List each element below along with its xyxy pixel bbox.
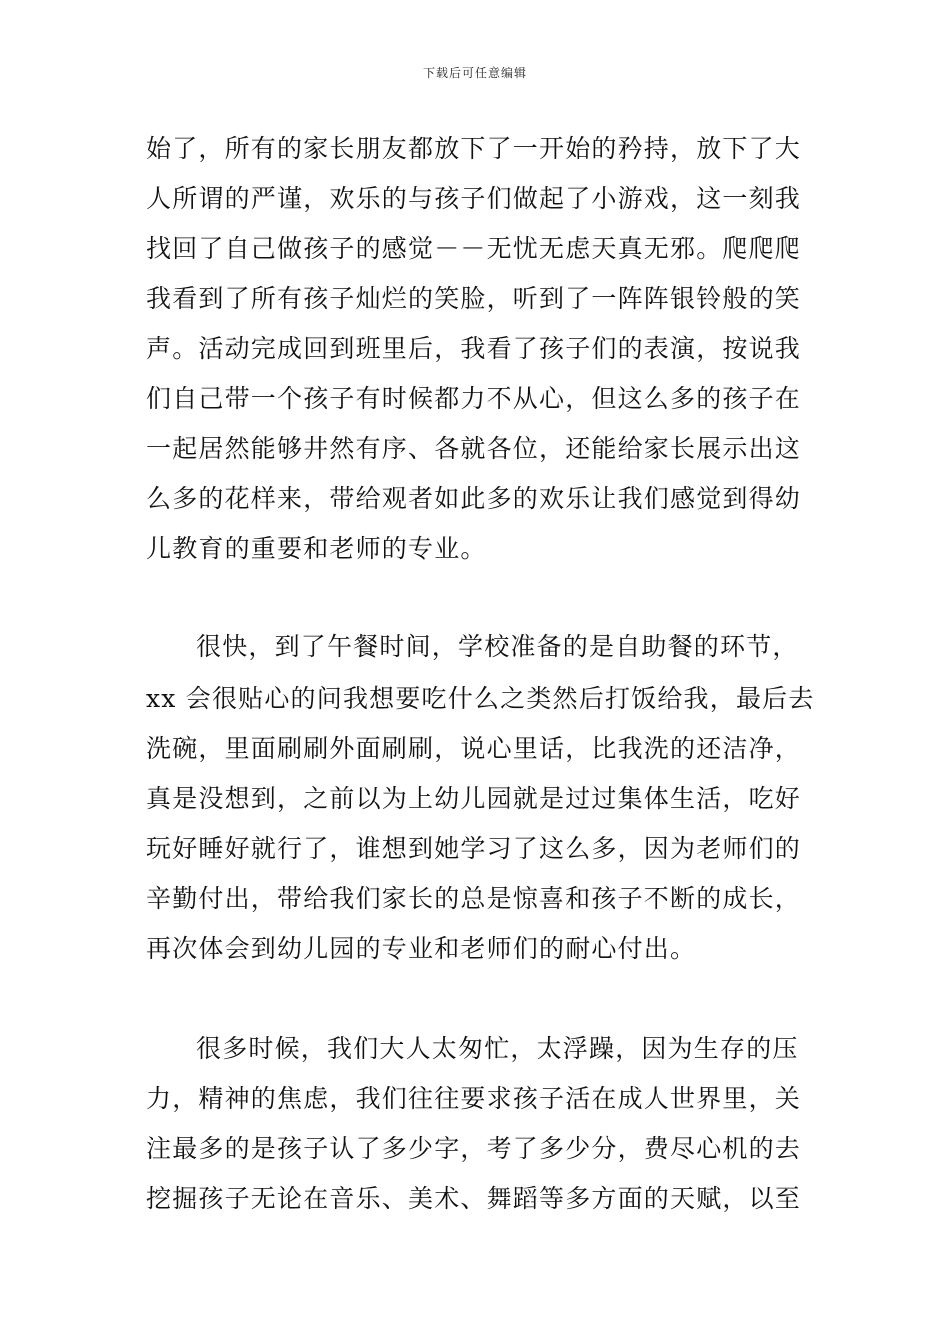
text-line: 我看到了所有孩子灿烂的笑脸，听到了一阵阵银铃般的笑 [146,284,802,313]
text-line: 很多时候，我们大人太匆忙，太浮躁，因为生存的压 [196,1034,799,1063]
text-line: 再次体会到幼儿园的专业和老师们的耐心付出。 [146,934,697,963]
text-line: 挖掘孩子无论在音乐、美术、舞蹈等多方面的天赋，以至 [146,1184,802,1213]
text-line: 辛勤付出，带给我们家长的总是惊喜和孩子不断的成长， [146,884,802,913]
text-line: 么多的花样来，带给观者如此多的欢乐让我们感觉到得幼 [146,484,802,513]
text-line: 始了，所有的家长朋友都放下了一开始的矜持，放下了大 [146,134,802,163]
page-header: 下载后可任意编辑 [422,66,527,80]
text-line: 洗碗，里面刷刷外面刷刷，说心里话，比我洗的还洁净， [146,734,802,763]
text-line: 找回了自己做孩子的感觉－－无忧无虑天真无邪。爬爬爬 [146,234,802,263]
text-line: 儿教育的重要和老师的专业。 [146,534,487,563]
text-line: 人所谓的严谨，欢乐的与孩子们做起了小游戏，这一刻我 [146,184,802,213]
text-line: 玩好睡好就行了，谁想到她学习了这么多，因为老师们的 [146,834,802,863]
text-line: 很快，到了午餐时间，学校准备的是自助餐的环节， [196,632,799,661]
text-line: 真是没想到，之前以为上幼儿园就是过过集体生活，吃好 [146,784,802,813]
text-line: xx 会很贴心的问我想要吃什么之类然后打饭给我，最后去 [146,684,815,713]
text-line: 声。活动完成回到班里后，我看了孩子们的表演，按说我 [146,334,802,363]
text-line: 们自己带一个孩子有时候都力不从心，但这么多的孩子在 [146,384,802,413]
text-line: 力，精神的焦虑，我们往往要求孩子活在成人世界里，关 [146,1084,802,1113]
text-line: 一起居然能够井然有序、各就各位，还能给家长展示出这 [146,434,802,463]
text-line: 注最多的是孩子认了多少字，考了多少分，费尽心机的去 [146,1134,802,1163]
